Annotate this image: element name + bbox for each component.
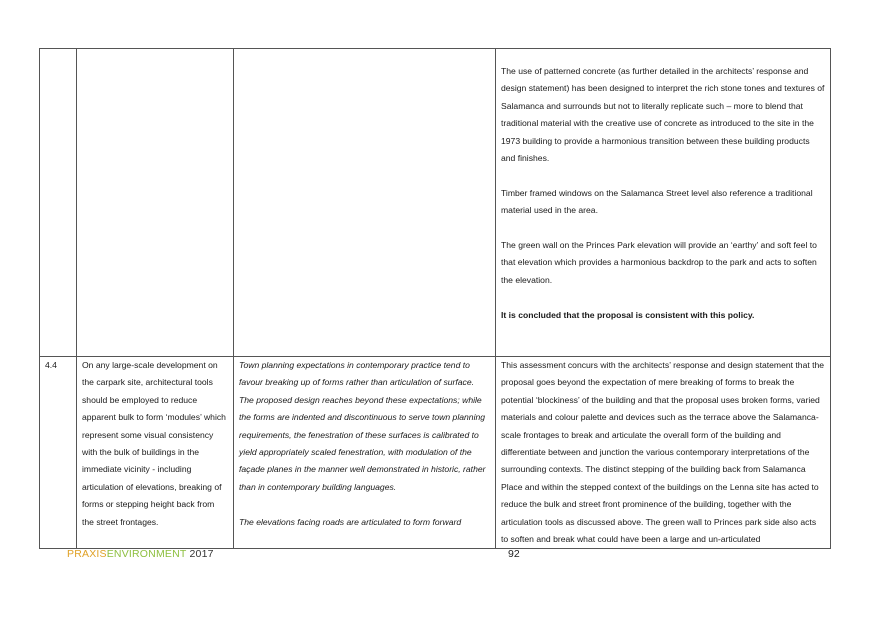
- footer-year: 2017: [189, 548, 214, 560]
- assessment-conclusion: It is concluded that the proposal is consistent with this policy.: [501, 309, 755, 320]
- policy-cell: [77, 49, 234, 357]
- assessment-paragraph: The green wall on the Princes Park elevation will provide an ‘earthy’ and soft feel to that elevation which provides a harmonious backdrop to the park and acts to soften the elevation.: [501, 240, 817, 285]
- design-response-paragraph: Town planning expectations in contemporary practice tend to favour breaking up of forms rather than articulation of surface. The proposed design reaches beyond these expectations; while the forms are indented and discontinuous to serve town planning requirements, the fenestration of these surfaces is calibrated to yield appropriately scaled fenestration, with modulation of the façade planes in the manner well demonstrated in historic, rather than in contemporary building languages.: [239, 360, 486, 492]
- design-response-cell: [234, 357, 496, 549]
- page-number: 92: [508, 548, 520, 560]
- design-response-paragraph: The elevations facing roads are articulated to form forward: [239, 516, 462, 527]
- item-number-cell: 4.4: [40, 357, 77, 549]
- assessment-cell: [496, 49, 831, 357]
- assessment-cell: This assessment concurs with the architects’ response and design statement that the proposal goes beyond the expectation of mere breaking of forms to break the potential ‘blockiness’ of the building and that the proposal uses broken forms, varied materials and colour palette and devices such as the terrace above the Salamanca-scale frontages to break and articulate the overall form of the building and differentiate between and junction the various contemporary interpretations of the surrounding contexts. The distinct stepping of the building back from Salamanca Place and within the stepped context of the buildings on the Lenna site has acted to reduce the bulk and street front prominence of the building, together with the articulation tools as discussed above. The green wall to Princes park side also acts to soften and break what could have been a large and un-articulated: [496, 357, 831, 549]
- policy-cell: On any large-scale development on the carpark site, architectural tools should be employed to reduce apparent bulk to form ‘modules’ which represent some visual consistency with the bulk of buildings in the immediate vicinity - including articulation of elevations, breaking of forms or stepping height back from the street frontages.: [77, 357, 234, 549]
- item-number-cell: [40, 49, 77, 357]
- assessment-paragraph: Timber framed windows on the Salamanca Street level also reference a traditional material used in the area.: [501, 187, 813, 216]
- assessment-paragraph: The use of patterned concrete (as further detailed in the architects’ response and design statement) has been designed to interpret the rich stone tones and textures of Salamanca and surrounds but not to literally replicate such – more to blend that traditional material with the creative use of concrete as introduced to the site in the 1973 building to provide a harmonious transition between these building products and finishes.: [501, 66, 825, 164]
- design-response-cell: [234, 49, 496, 357]
- table-row: [40, 49, 831, 357]
- table-row: [40, 357, 831, 549]
- footer-brand: [67, 548, 214, 560]
- brand-praxis: PRAXIS: [67, 548, 107, 560]
- assessment-table: [39, 48, 831, 549]
- brand-environment: ENVIRONMENT: [106, 548, 187, 560]
